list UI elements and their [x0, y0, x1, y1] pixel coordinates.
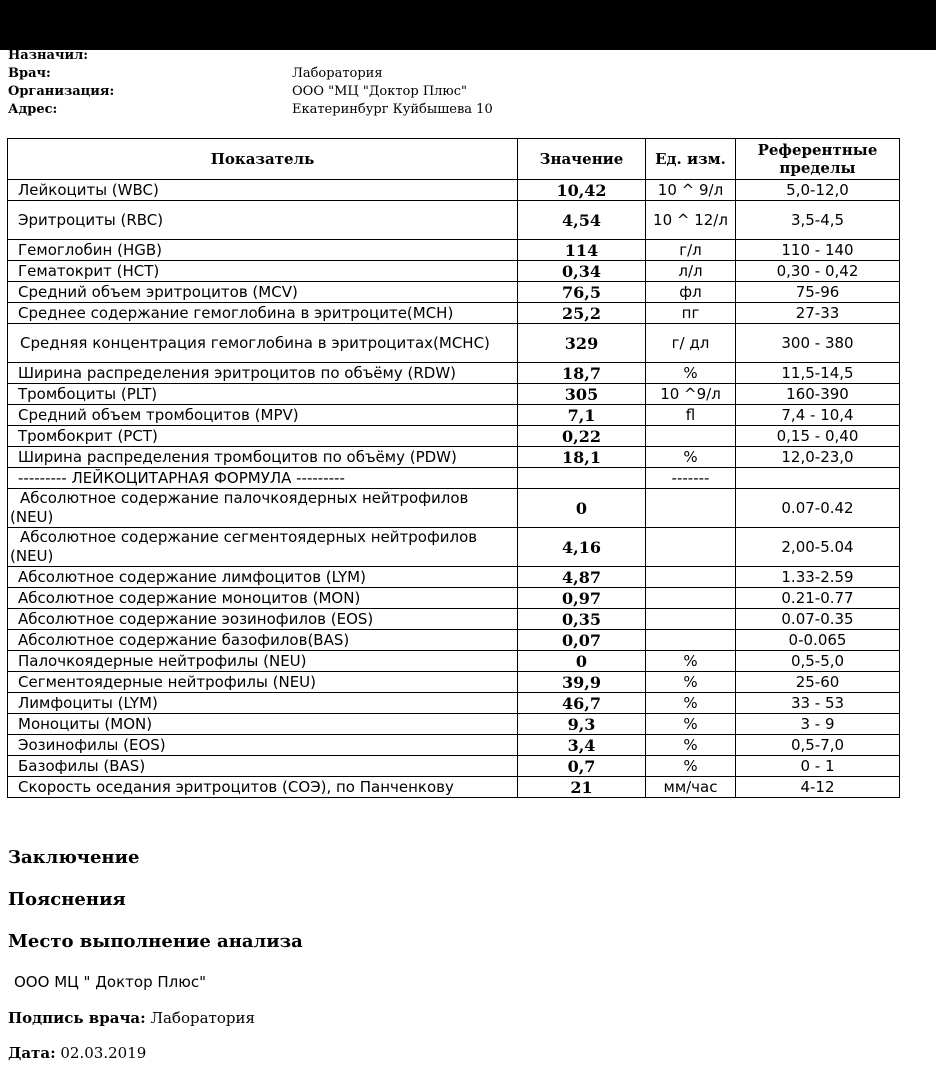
table-row [8, 405, 900, 426]
indicator-value: 0 [518, 651, 646, 672]
redaction-bar [0, 0, 936, 50]
indicator-reference: 0-0.065 [736, 630, 900, 651]
indicator-value: 10,42 [518, 180, 646, 201]
indicator-unit: % [646, 693, 736, 714]
indicator-name: Лейкоциты (WBC) [8, 180, 518, 201]
indicator-value: 4,54 [518, 201, 646, 240]
results-table [7, 138, 900, 798]
appointed-row [8, 47, 908, 65]
indicator-unit: пг [646, 303, 736, 324]
indicator-reference: 12,0-23,0 [736, 447, 900, 468]
table-row [8, 426, 900, 447]
indicator-value: 0,22 [518, 426, 646, 447]
column-header-unit: Ед. изм. [646, 139, 736, 180]
table-row [8, 282, 900, 303]
indicator-name: Гематокрит (HCT) [8, 261, 518, 282]
table-section-row [8, 468, 900, 489]
indicator-reference: 0,5-7,0 [736, 735, 900, 756]
indicator-name: Ширина распределения тромбоцитов по объёму (PDW) [8, 447, 518, 468]
indicator-unit [646, 630, 736, 651]
indicator-value: 0 [518, 489, 646, 528]
indicator-reference: 25-60 [736, 672, 900, 693]
indicator-name: Эозинофилы (EOS) [8, 735, 518, 756]
indicator-name: Базофилы (BAS) [8, 756, 518, 777]
indicator-unit: 10 ^ 12/л [646, 201, 736, 240]
table-row [8, 735, 900, 756]
indicator-value: 0,35 [518, 609, 646, 630]
date-label: Дата: [8, 1044, 56, 1062]
table-row [8, 240, 900, 261]
indicator-unit: л/л [646, 261, 736, 282]
indicator-reference: 75-96 [736, 282, 900, 303]
table-row [8, 447, 900, 468]
indicator-name: Моноциты (MON) [8, 714, 518, 735]
indicator-reference: 0.07-0.35 [736, 609, 900, 630]
indicator-value: 7,1 [518, 405, 646, 426]
table-row [8, 672, 900, 693]
indicator-name: Средний объем тромбоцитов (MPV) [8, 405, 518, 426]
table-row [8, 261, 900, 282]
table-row [8, 363, 900, 384]
indicator-name: Абсолютное содержание сегментоядерных нейтрофилов (NEU) [8, 528, 518, 567]
analysis-place-heading: Место выполнение анализа [8, 931, 303, 952]
organization-row [8, 83, 908, 101]
indicator-name: Скорость оседания эритроцитов (СОЭ), по Панченкову [8, 777, 518, 798]
table-row [8, 180, 900, 201]
indicator-value: 25,2 [518, 303, 646, 324]
indicator-unit: fl [646, 405, 736, 426]
table-row [8, 609, 900, 630]
indicator-reference [736, 468, 900, 489]
address-label: Адрес: [8, 102, 58, 117]
table-row [8, 528, 900, 567]
table-row [8, 588, 900, 609]
column-header-reference: Референтные пределы [736, 139, 900, 180]
indicator-unit: 10 ^9/л [646, 384, 736, 405]
table-row [8, 489, 900, 528]
indicator-reference: 0,30 - 0,42 [736, 261, 900, 282]
indicator-reference: 33 - 53 [736, 693, 900, 714]
indicator-unit: % [646, 714, 736, 735]
table-row [8, 693, 900, 714]
indicator-unit: % [646, 363, 736, 384]
table-row [8, 651, 900, 672]
date-value: 02.03.2019 [60, 1044, 147, 1062]
indicator-name: Тромбокрит (PCT) [8, 426, 518, 447]
table-row [8, 630, 900, 651]
leukocyte-formula-heading: --------- ЛЕЙКОЦИТАРНАЯ ФОРМУЛА --------- [8, 468, 518, 489]
indicator-name: Абсолютное содержание моноцитов (MON) [8, 588, 518, 609]
indicator-value: 4,16 [518, 528, 646, 567]
signature-value: Лаборатория [150, 1009, 255, 1027]
indicator-unit: % [646, 651, 736, 672]
table-row [8, 714, 900, 735]
indicator-unit: % [646, 735, 736, 756]
indicator-value: 0,7 [518, 756, 646, 777]
signature-label: Подпись врача: [8, 1009, 146, 1027]
indicator-unit: фл [646, 282, 736, 303]
indicator-value: 114 [518, 240, 646, 261]
indicator-reference: 0 - 1 [736, 756, 900, 777]
indicator-name: Среднее содержание гемоглобина в эритроците(MCH) [8, 303, 518, 324]
indicator-unit: ------- [646, 468, 736, 489]
indicator-name: Тромбоциты (PLT) [8, 384, 518, 405]
doctor-signature-line [8, 1008, 255, 1028]
indicator-name: Средняя концентрация гемоглобина в эритроцитах(MCHC) [8, 324, 518, 363]
organization-label: Организация: [8, 84, 115, 99]
indicator-unit: мм/час [646, 777, 736, 798]
indicator-reference: 300 - 380 [736, 324, 900, 363]
indicator-value: 0,34 [518, 261, 646, 282]
address-row [8, 101, 908, 119]
indicator-unit [646, 609, 736, 630]
doctor-value: Лаборатория [292, 66, 383, 81]
indicator-unit [646, 528, 736, 567]
organization-value: ООО "МЦ "Доктор Плюс" [292, 84, 468, 99]
doctor-row [8, 65, 908, 83]
indicator-value: 18,1 [518, 447, 646, 468]
indicator-reference: 7,4 - 10,4 [736, 405, 900, 426]
indicator-unit: г/ дл [646, 324, 736, 363]
indicator-reference: 110 - 140 [736, 240, 900, 261]
indicator-name: Ширина распределения эритроцитов по объёму (RDW) [8, 363, 518, 384]
indicator-value: 46,7 [518, 693, 646, 714]
indicator-value: 0,07 [518, 630, 646, 651]
indicator-unit: г/л [646, 240, 736, 261]
indicator-value: 0,97 [518, 588, 646, 609]
indicator-name: Лимфоциты (LYM) [8, 693, 518, 714]
table-row [8, 201, 900, 240]
indicator-reference: 3,5-4,5 [736, 201, 900, 240]
indicator-value: 4,87 [518, 567, 646, 588]
table-row [8, 384, 900, 405]
table-row [8, 777, 900, 798]
date-line [8, 1043, 146, 1063]
indicator-reference: 27-33 [736, 303, 900, 324]
indicator-reference: 1.33-2.59 [736, 567, 900, 588]
indicator-name: Абсолютное содержание эозинофилов (EOS) [8, 609, 518, 630]
address-value: Екатеринбург Куйбышева 10 [292, 102, 493, 117]
indicator-name: Абсолютное содержание лимфоцитов (LYM) [8, 567, 518, 588]
indicator-unit [646, 567, 736, 588]
indicator-reference: 5,0-12,0 [736, 180, 900, 201]
conclusion-heading: Заключение [8, 847, 140, 868]
indicator-value: 3,4 [518, 735, 646, 756]
indicator-unit: % [646, 756, 736, 777]
column-header-value: Значение [518, 139, 646, 180]
report-header [8, 47, 908, 119]
indicator-name: Эритроциты (RBC) [8, 201, 518, 240]
indicator-unit: % [646, 672, 736, 693]
indicator-value: 9,3 [518, 714, 646, 735]
indicator-name: Средний объем эритроцитов (MCV) [8, 282, 518, 303]
indicator-name: Гемоглобин (HGB) [8, 240, 518, 261]
table-header-row [8, 139, 900, 180]
doctor-label: Врач: [8, 66, 51, 81]
indicator-unit [646, 588, 736, 609]
indicator-unit [646, 489, 736, 528]
indicator-reference: 0.21-0.77 [736, 588, 900, 609]
indicator-reference: 0,15 - 0,40 [736, 426, 900, 447]
appointed-label: Назначил: [8, 48, 89, 63]
indicator-value: 39,9 [518, 672, 646, 693]
analysis-place-organization: ООО МЦ " Доктор Плюс" [14, 973, 207, 991]
indicator-name: Палочкоядерные нейтрофилы (NEU) [8, 651, 518, 672]
indicator-value: 305 [518, 384, 646, 405]
indicator-reference: 0,5-5,0 [736, 651, 900, 672]
indicator-reference: 0.07-0.42 [736, 489, 900, 528]
indicator-name: Сегментоядерные нейтрофилы (NEU) [8, 672, 518, 693]
indicator-unit [646, 426, 736, 447]
indicator-reference: 11,5-14,5 [736, 363, 900, 384]
indicator-value [518, 468, 646, 489]
indicator-name: Абсолютное содержание палочкоядерных нейтрофилов (NEU) [8, 489, 518, 528]
indicator-value: 329 [518, 324, 646, 363]
table-row [8, 303, 900, 324]
notes-heading: Пояснения [8, 889, 126, 910]
indicator-reference: 3 - 9 [736, 714, 900, 735]
indicator-reference: 2,00-5.04 [736, 528, 900, 567]
indicator-name: Абсолютное содержание базофилов(BAS) [8, 630, 518, 651]
indicator-unit: 10 ^ 9/л [646, 180, 736, 201]
indicator-reference: 160-390 [736, 384, 900, 405]
indicator-value: 76,5 [518, 282, 646, 303]
indicator-value: 21 [518, 777, 646, 798]
indicator-value: 18,7 [518, 363, 646, 384]
table-row [8, 756, 900, 777]
indicator-unit: % [646, 447, 736, 468]
table-row [8, 324, 900, 363]
table-row [8, 567, 900, 588]
column-header-indicator: Показатель [8, 139, 518, 180]
indicator-reference: 4-12 [736, 777, 900, 798]
